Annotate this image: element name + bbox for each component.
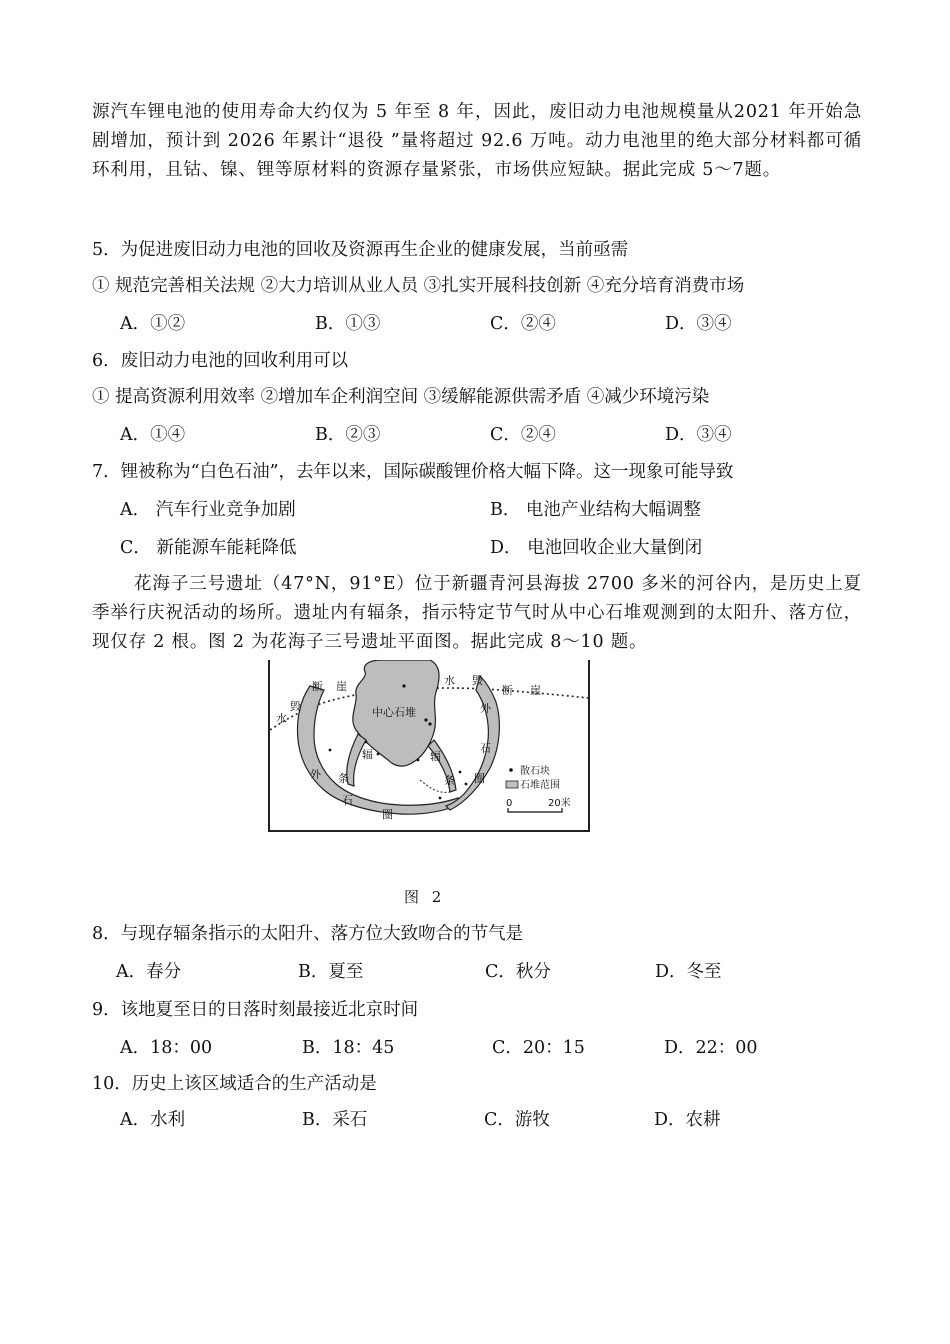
q5-option-c[interactable]: C．②④: [490, 314, 556, 334]
q7-option-d[interactable]: D． 电池回收企业大量倒闭: [490, 538, 703, 558]
q8-option-a[interactable]: A．春分: [116, 962, 182, 982]
site-plan-map: [270, 660, 588, 830]
q10-option-a[interactable]: A．水利: [120, 1110, 186, 1130]
q7-option-b[interactable]: B． 电池产业结构大幅调整: [490, 500, 701, 520]
spoke-label-4: 条: [444, 774, 455, 787]
legend-range-symbol: [506, 781, 518, 788]
q6-items: ① 提高资源利用效率 ②增加车企利润空间 ③缓解能源供需矛盾 ④减少环境污染: [92, 387, 710, 407]
water-label-left: 水: [276, 712, 287, 725]
q8-option-d[interactable]: D．冬至: [655, 962, 722, 982]
outer-ring-label-2: 石: [342, 794, 353, 807]
water-label-right: 水: [444, 674, 455, 687]
q10-option-c[interactable]: C．游牧: [484, 1110, 550, 1130]
fault-label-4: 崖: [530, 684, 541, 697]
q5-option-b[interactable]: B．①③: [315, 314, 381, 334]
center-pile-label: 中心石堆: [372, 706, 416, 719]
scale-value-label: 20米: [548, 798, 571, 809]
spoke-label-3: 辐: [430, 750, 441, 763]
outer-ring-label-1: 外: [310, 768, 321, 781]
legend-scatter-label: 散石块: [520, 766, 550, 777]
site-plan-figure: [268, 660, 590, 832]
outer-ring-label-5: 石: [480, 742, 491, 755]
q10-stem: 10．历史上该区域适合的生产活动是: [92, 1074, 377, 1094]
spoke-label-1: 辐: [362, 748, 373, 761]
outer-ring-label-4: 外: [480, 702, 491, 715]
q8-option-c[interactable]: C．秋分: [485, 962, 551, 982]
q5-items: ① 规范完善相关法规 ②大力培训从业人员 ③扎实开展科技创新 ④充分培育消费市场: [92, 276, 745, 296]
q7-stem: 7．锂被称为“白色石油”，去年以来，国际碳酸锂价格大幅下降。这一现象可能导致: [92, 462, 734, 482]
q5-option-a[interactable]: A．①②: [120, 314, 186, 334]
legend-range-label: 石堆范围: [520, 780, 560, 791]
q7-option-a[interactable]: A． 汽车行业竞争加剧: [120, 500, 296, 520]
fault-label-3: 断: [502, 684, 513, 697]
scale-zero-label: 0: [506, 798, 513, 809]
q6-option-d[interactable]: D．③④: [665, 425, 732, 445]
q9-option-b[interactable]: B．18：45: [302, 1038, 395, 1058]
q5-stem: 5．为促进废旧动力电池的回收及资源再生企业的健康发展，当前亟需: [92, 240, 629, 260]
q8-stem: 8．与现存辐条指示的太阳升、落方位大致吻合的节气是: [92, 924, 524, 944]
q10-option-b[interactable]: B．采石: [302, 1110, 368, 1130]
q5-option-d[interactable]: D．③④: [665, 314, 732, 334]
fault-label-1: 断: [312, 680, 323, 693]
figure-caption: 图 2: [404, 888, 446, 906]
q9-option-a[interactable]: A．18：00: [120, 1038, 213, 1058]
destroy-label-left: 毁: [290, 700, 301, 713]
spoke-label-2: 条: [338, 772, 349, 785]
q9-option-c[interactable]: C．20：15: [492, 1038, 585, 1058]
q6-option-b[interactable]: B．②③: [315, 425, 381, 445]
q10-option-d[interactable]: D．农耕: [654, 1110, 721, 1130]
legend-scatter-symbol: [509, 768, 513, 772]
fault-label-2: 崖: [336, 680, 347, 693]
q6-option-c[interactable]: C．②④: [490, 425, 556, 445]
q6-option-a[interactable]: A．①④: [120, 425, 186, 445]
q9-option-d[interactable]: D．22：00: [664, 1038, 758, 1058]
q8-option-b[interactable]: B．夏至: [298, 962, 364, 982]
q7-option-c[interactable]: C． 新能源车能耗降低: [120, 538, 297, 558]
passage-2: 花海子三号遗址（47°N，91°E）位于新疆青河县海拔 2700 多米的河谷内，是历史上夏季举行庆祝活动的场所。遗址内有辐条，指示特定节气时从中心石堆观测到的太阳升、落方位，现仅存 2 根。图 2 为花海子三号遗址平面图。据此完成 8～10 题。: [92, 574, 862, 652]
outer-ring-label-3: 圈: [382, 808, 393, 821]
outer-ring-label-6: 圈: [474, 772, 485, 785]
destroy-label-right: 毁: [472, 674, 483, 687]
intro-paragraph: 源汽车锂电池的使用寿命大约仅为 5 年至 8 年，因此，废旧动力电池规模量从2021 年开始急剧增加，预计到 2026 年累计“退役 ”量将超过 92.6 万吨。动力电池里的绝大部分材料都可循环利用，且钴、镍、锂等原材料的资源存量紧张，市场供应短缺。据此完成 5～7题。: [92, 102, 862, 180]
q6-stem: 6．废旧动力电池的回收利用可以: [92, 351, 349, 371]
q9-stem: 9．该地夏至日的日落时刻最接近北京时间: [92, 1000, 419, 1020]
